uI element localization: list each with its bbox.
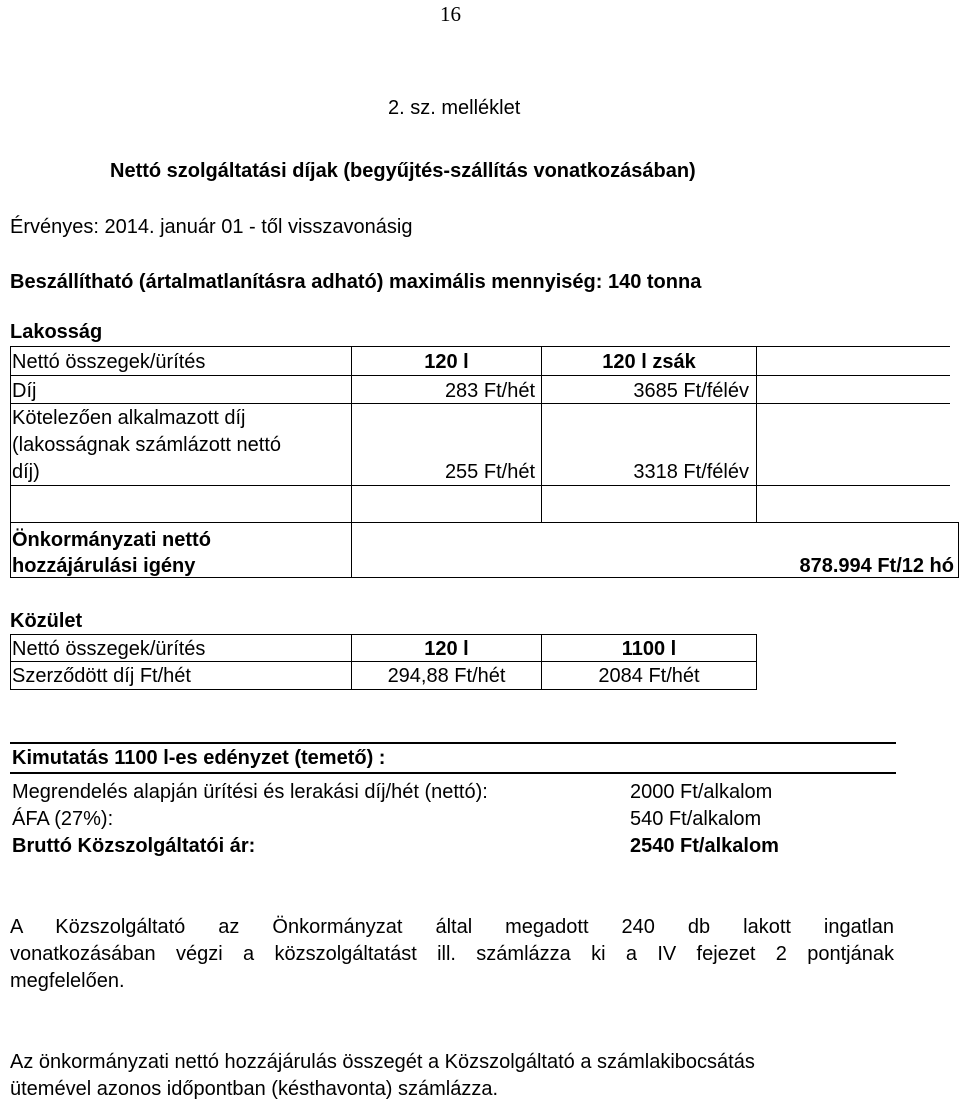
paragraph-line: A Közszolgáltató az Önkormányzat által megadott 240 db lakott ingatlan: [10, 916, 894, 938]
kimutatas-row-label: Megrendelés alapján ürítési és lerakási díj/hét (nettó):: [12, 781, 488, 803]
table-line: [10, 522, 959, 523]
rule-line: [10, 742, 896, 744]
kozulet-szerzodott-col1: 294,88 Ft/hét: [387, 665, 506, 687]
lakossag-header-col1: 120 l: [424, 351, 469, 373]
kozulet-szerzodott-col2: 2084 Ft/hét: [598, 665, 700, 687]
kimutatas-heading: Kimutatás 1100 l-es edényzet (temető) :: [12, 747, 386, 769]
kimutatas-total-label: Bruttó Közszolgáltatói ár:: [12, 835, 256, 857]
table-line: [10, 346, 950, 347]
table-line: [10, 689, 757, 690]
table-line: [756, 634, 757, 689]
lakossag-kotelezo-col1: 255 Ft/hét: [444, 461, 535, 483]
kozulet-heading: Közület: [10, 610, 83, 632]
onkorm-label-2: hozzájárulási igény: [12, 555, 196, 577]
table-line: [10, 403, 950, 404]
kozulet-header-label: Nettó összegek/ürítés: [12, 638, 206, 660]
onkorm-label-1: Önkormányzati nettó: [12, 529, 211, 551]
table-line: [10, 577, 959, 578]
table-line: [10, 485, 950, 486]
paragraph-line: ütemével azonos időpontban (késthavonta) számlázza.: [10, 1078, 499, 1100]
table-line: [541, 346, 542, 522]
paragraph-line: vonatkozásában végzi a közszolgáltatást ill. számlázza ki a IV fejezet 2 pontjának: [10, 943, 894, 965]
rule-line: [10, 772, 896, 774]
validity-text: Érvényes: 2014. január 01 - től visszavonásig: [10, 216, 413, 238]
onkorm-value: 878.994 Ft/12 hó: [799, 555, 954, 577]
table-line: [756, 346, 757, 522]
lakossag-heading: Lakosság: [10, 321, 103, 343]
page-title: Nettó szolgáltatási díjak (begyűjtés-szállítás vonatkozásában): [110, 160, 696, 182]
lakossag-header-label: Nettó összegek/ürítés: [12, 351, 206, 373]
table-line: [10, 375, 950, 376]
kozulet-szerzodott-label: Szerződött díj Ft/hét: [12, 665, 191, 687]
kimutatas-row-value: 540 Ft/alkalom: [630, 808, 762, 830]
paragraph-line: megfelelően.: [10, 970, 125, 992]
table-line: [10, 634, 11, 689]
lakossag-kotelezo-label-3: díj): [12, 461, 40, 483]
lakossag-dij-col1: 283 Ft/hét: [444, 380, 535, 402]
lakossag-kotelezo-col2: 3318 Ft/félév: [633, 461, 749, 483]
lakossag-kotelezo-label-1: Kötelezően alkalmazott díj: [12, 407, 246, 429]
lakossag-dij-label: Díj: [12, 380, 37, 402]
table-line: [10, 661, 757, 662]
table-line: [10, 634, 757, 635]
kozulet-header-col1: 120 l: [424, 638, 469, 660]
kimutatas-total-value: 2540 Ft/alkalom: [630, 835, 779, 857]
annex-label: 2. sz. melléklet: [388, 97, 521, 119]
lakossag-dij-col2: 3685 Ft/félév: [633, 380, 749, 402]
lakossag-kotelezo-label-2: (lakosságnak számlázott nettó: [12, 434, 282, 456]
paragraph-line: Az önkormányzati nettó hozzájárulás összegét a Közszolgáltató a számlakibocsátás: [10, 1051, 755, 1073]
kozulet-header-col2: 1100 l: [621, 638, 677, 660]
table-line: [10, 346, 11, 577]
lakossag-header-col2: 120 l zsák: [602, 351, 696, 373]
kimutatas-row-label: ÁFA (27%):: [12, 808, 114, 830]
max-quantity-text: Beszállítható (ártalmatlanításra adható) maximális mennyiség: 140 tonna: [10, 271, 702, 293]
table-line: [958, 522, 959, 577]
kimutatas-row-value: 2000 Ft/alkalom: [630, 781, 773, 803]
page-number: 16: [440, 2, 461, 26]
